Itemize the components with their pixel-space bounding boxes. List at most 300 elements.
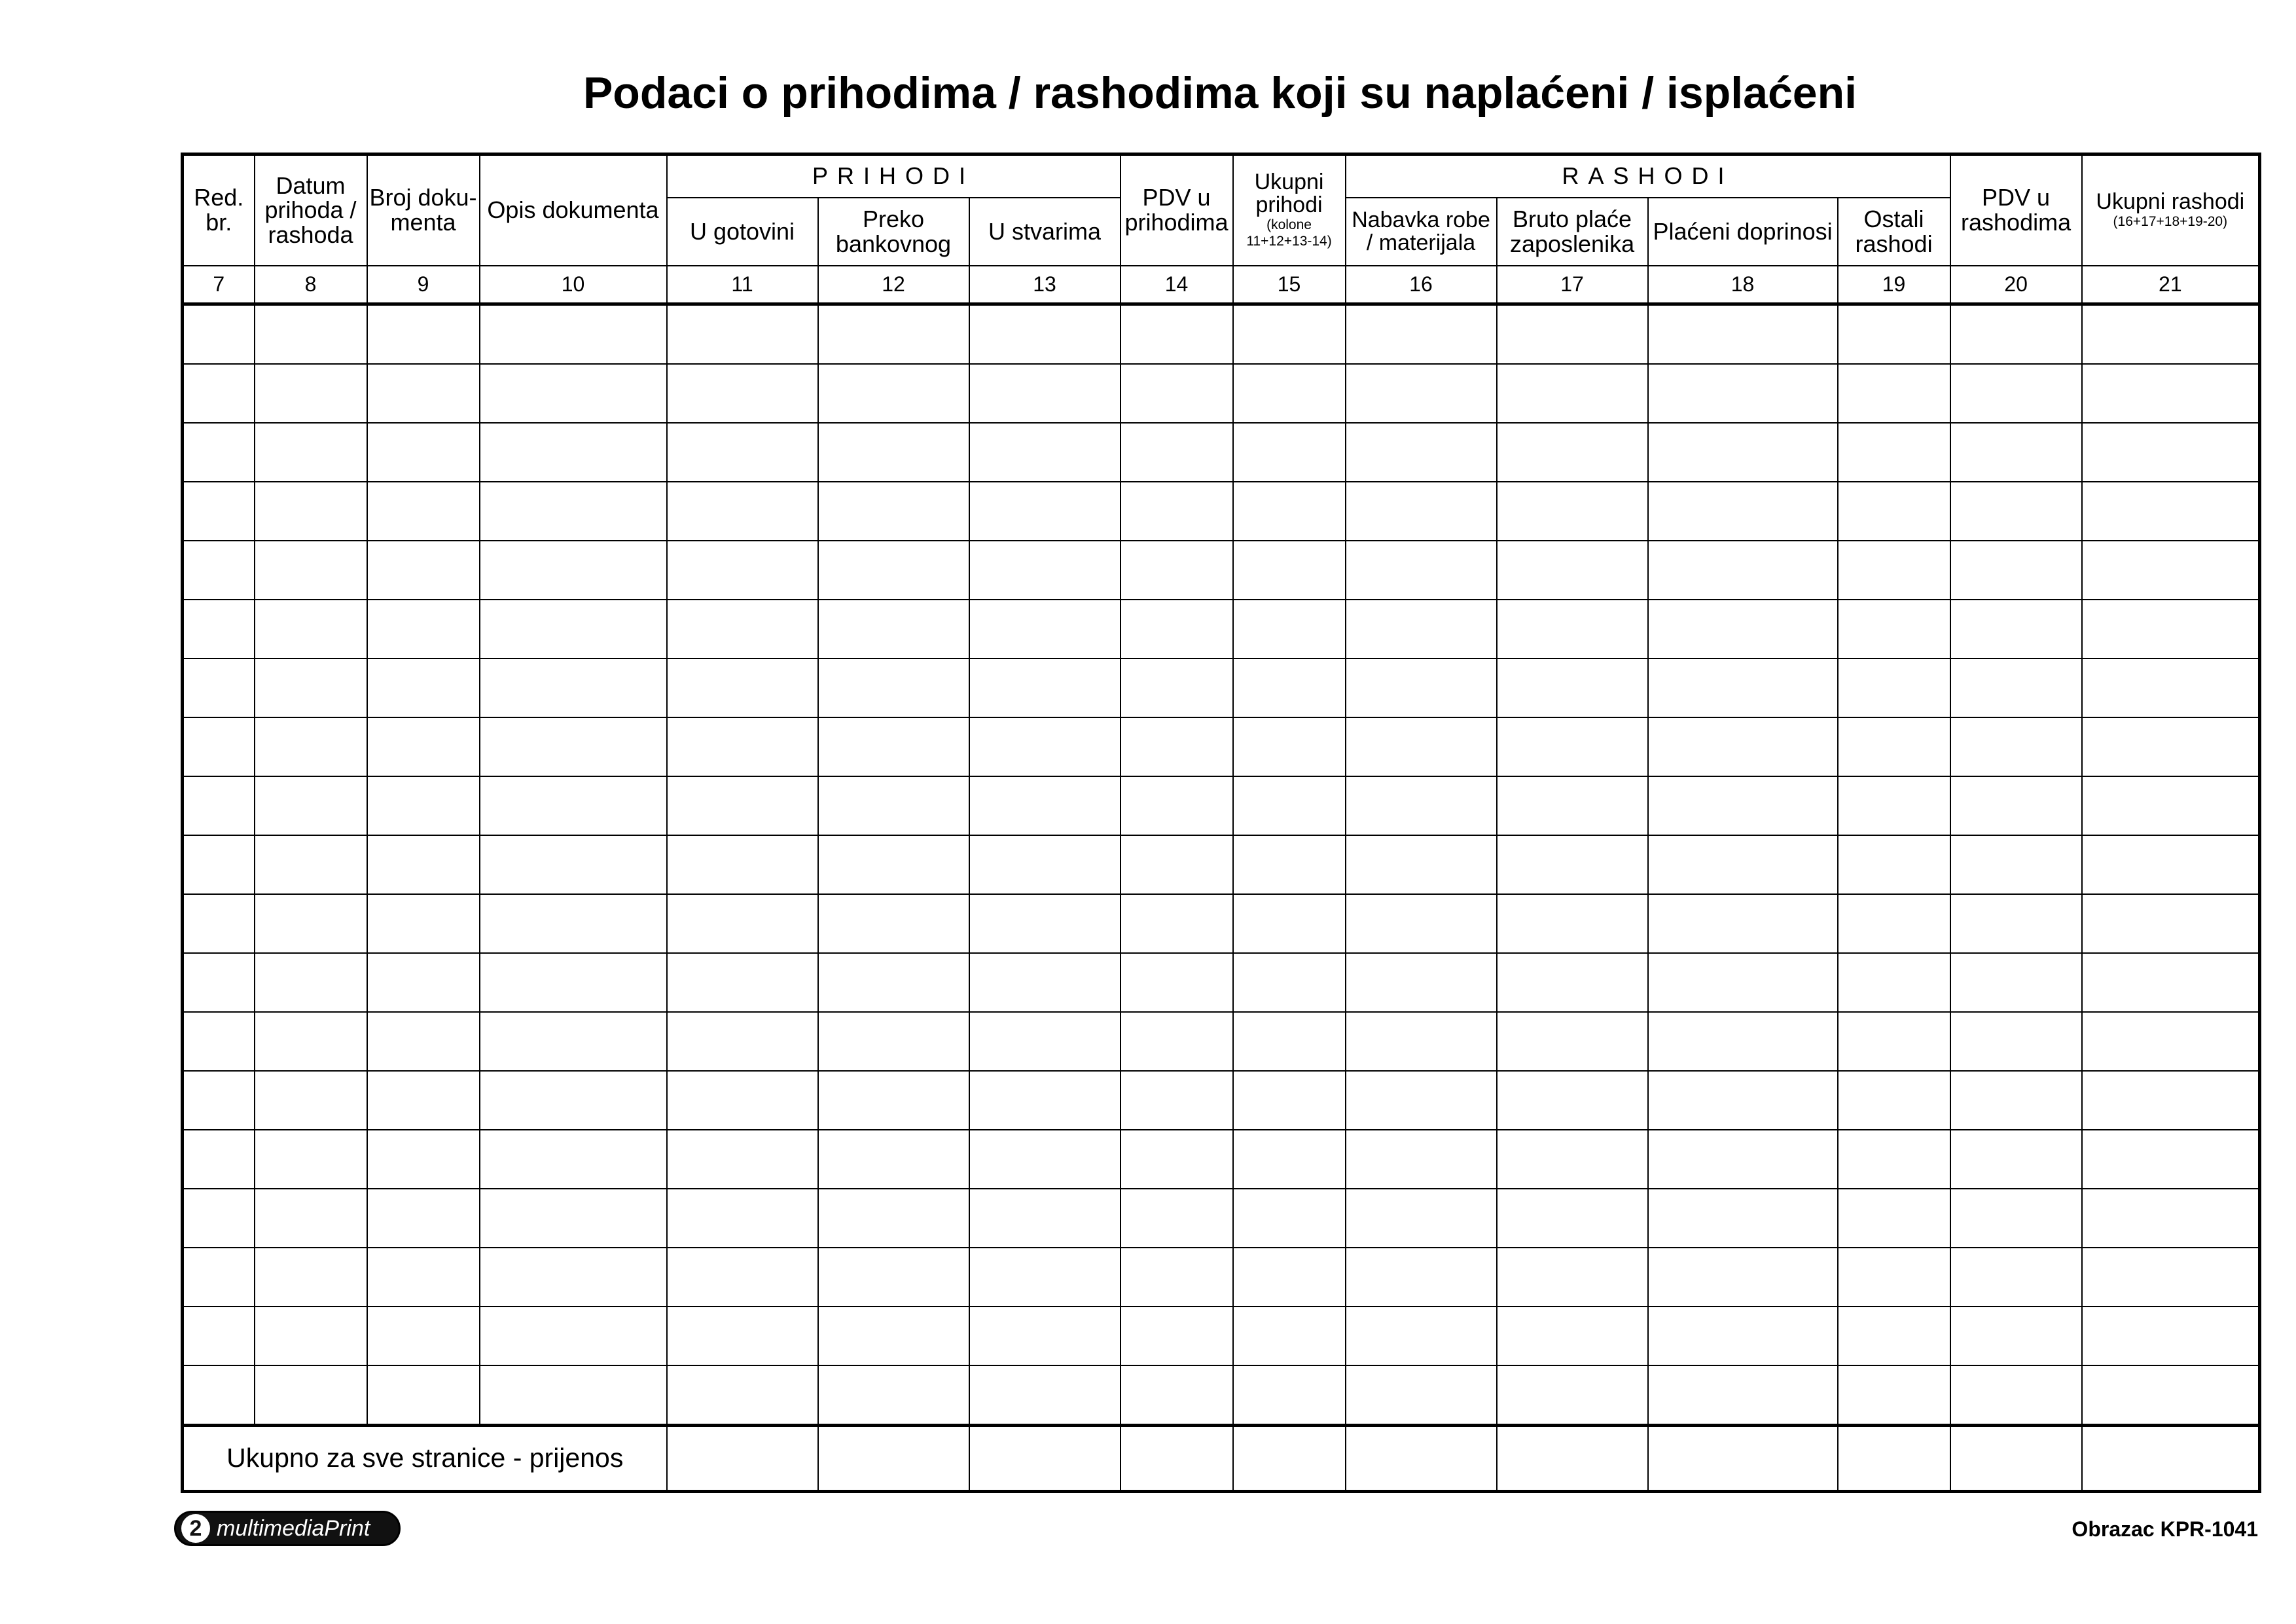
table-cell[interactable] <box>480 541 667 600</box>
table-cell[interactable] <box>1346 1071 1497 1130</box>
table-cell[interactable] <box>255 304 367 364</box>
total-cell[interactable] <box>1950 1425 2082 1491</box>
table-cell[interactable] <box>969 1365 1121 1426</box>
table-cell[interactable] <box>1497 1365 1648 1426</box>
table-cell[interactable] <box>1648 364 1838 423</box>
table-cell[interactable] <box>1346 776 1497 835</box>
table-cell[interactable] <box>367 1248 480 1307</box>
table-cell[interactable] <box>480 1189 667 1248</box>
table-cell[interactable] <box>1497 1189 1648 1248</box>
table-cell[interactable] <box>1346 717 1497 776</box>
table-cell[interactable] <box>1950 894 2082 953</box>
table-cell[interactable] <box>2082 304 2260 364</box>
column-number: 17 <box>1497 266 1648 304</box>
total-cell[interactable] <box>1346 1425 1497 1491</box>
table-cell[interactable] <box>667 776 818 835</box>
table-cell[interactable] <box>1950 953 2082 1012</box>
table-cell[interactable] <box>1346 953 1497 1012</box>
total-cell[interactable] <box>1838 1425 1950 1491</box>
table-cell[interactable] <box>818 717 969 776</box>
table-cell[interactable] <box>1233 1130 1346 1189</box>
table-cell[interactable] <box>1648 1012 1838 1071</box>
table-cell[interactable] <box>667 1365 818 1426</box>
table-cell[interactable] <box>1838 894 1950 953</box>
table-cell[interactable] <box>367 953 480 1012</box>
table-cell[interactable] <box>1950 1248 2082 1307</box>
table-cell[interactable] <box>1838 600 1950 659</box>
table-cell[interactable] <box>969 482 1121 541</box>
table-cell[interactable] <box>818 541 969 600</box>
table-cell[interactable] <box>480 1012 667 1071</box>
table-cell[interactable] <box>969 1012 1121 1071</box>
table-cell[interactable] <box>1497 364 1648 423</box>
table-cell[interactable] <box>1648 659 1838 717</box>
table-cell[interactable] <box>1497 776 1648 835</box>
table-cell[interactable] <box>1121 953 1233 1012</box>
table-cell[interactable] <box>255 894 367 953</box>
table-cell[interactable] <box>1950 482 2082 541</box>
table-cell[interactable] <box>480 1248 667 1307</box>
table-cell[interactable] <box>1233 776 1346 835</box>
table-cell[interactable] <box>183 717 255 776</box>
table-cell[interactable] <box>1838 482 1950 541</box>
table-cell[interactable] <box>969 541 1121 600</box>
table-cell[interactable] <box>1233 304 1346 364</box>
table-cell[interactable] <box>255 717 367 776</box>
table-cell[interactable] <box>1838 1365 1950 1426</box>
table-cell[interactable] <box>818 423 969 482</box>
table-cell[interactable] <box>1648 717 1838 776</box>
table-cell[interactable] <box>2082 1365 2260 1426</box>
table-cell[interactable] <box>255 776 367 835</box>
table-cell[interactable] <box>1950 659 2082 717</box>
table-cell[interactable] <box>367 894 480 953</box>
table-cell[interactable] <box>1121 364 1233 423</box>
table-cell[interactable] <box>255 1365 367 1426</box>
table-cell[interactable] <box>1497 835 1648 894</box>
table-cell[interactable] <box>2082 1189 2260 1248</box>
table-cell[interactable] <box>1648 1189 1838 1248</box>
table-cell[interactable] <box>1121 482 1233 541</box>
table-cell[interactable] <box>667 304 818 364</box>
table-cell[interactable] <box>1950 364 2082 423</box>
table-cell[interactable] <box>1346 364 1497 423</box>
table-cell[interactable] <box>1121 659 1233 717</box>
table-cell[interactable] <box>367 717 480 776</box>
table-cell[interactable] <box>1950 423 2082 482</box>
table-cell[interactable] <box>1950 1130 2082 1189</box>
table-cell[interactable] <box>480 1365 667 1426</box>
table-cell[interactable] <box>1121 717 1233 776</box>
table-cell[interactable] <box>667 1189 818 1248</box>
table-cell[interactable] <box>1233 1365 1346 1426</box>
table-cell[interactable] <box>818 1248 969 1307</box>
table-cell[interactable] <box>818 600 969 659</box>
table-cell[interactable] <box>367 364 480 423</box>
table-cell[interactable] <box>1233 600 1346 659</box>
table-cell[interactable] <box>255 1307 367 1365</box>
table-cell[interactable] <box>1838 1189 1950 1248</box>
table-cell[interactable] <box>255 1012 367 1071</box>
table-cell[interactable] <box>667 1130 818 1189</box>
table-cell[interactable] <box>1121 600 1233 659</box>
table-cell[interactable] <box>1121 776 1233 835</box>
table-cell[interactable] <box>1838 1012 1950 1071</box>
table-cell[interactable] <box>2082 1248 2260 1307</box>
table-cell[interactable] <box>255 600 367 659</box>
table-cell[interactable] <box>183 364 255 423</box>
table-cell[interactable] <box>367 659 480 717</box>
table-cell[interactable] <box>183 304 255 364</box>
total-cell[interactable] <box>1648 1425 1838 1491</box>
table-cell[interactable] <box>818 953 969 1012</box>
table-cell[interactable] <box>2082 541 2260 600</box>
table-cell[interactable] <box>1233 1012 1346 1071</box>
table-cell[interactable] <box>1346 835 1497 894</box>
table-cell[interactable] <box>818 304 969 364</box>
table-cell[interactable] <box>1838 1307 1950 1365</box>
table-cell[interactable] <box>367 835 480 894</box>
table-cell[interactable] <box>480 1130 667 1189</box>
table-cell[interactable] <box>183 1307 255 1365</box>
table-cell[interactable] <box>667 953 818 1012</box>
table-cell[interactable] <box>1346 1012 1497 1071</box>
table-cell[interactable] <box>1838 659 1950 717</box>
table-cell[interactable] <box>1346 541 1497 600</box>
table-cell[interactable] <box>480 364 667 423</box>
table-cell[interactable] <box>367 1307 480 1365</box>
table-cell[interactable] <box>2082 776 2260 835</box>
table-cell[interactable] <box>969 1071 1121 1130</box>
table-cell[interactable] <box>255 659 367 717</box>
table-cell[interactable] <box>1648 541 1838 600</box>
table-cell[interactable] <box>1648 776 1838 835</box>
table-cell[interactable] <box>667 1307 818 1365</box>
table-cell[interactable] <box>1950 1365 2082 1426</box>
table-cell[interactable] <box>480 600 667 659</box>
table-cell[interactable] <box>1838 541 1950 600</box>
table-cell[interactable] <box>480 423 667 482</box>
table-cell[interactable] <box>667 717 818 776</box>
table-cell[interactable] <box>1838 1248 1950 1307</box>
table-cell[interactable] <box>1648 600 1838 659</box>
table-cell[interactable] <box>1346 1307 1497 1365</box>
table-cell[interactable] <box>1346 894 1497 953</box>
table-cell[interactable] <box>1233 1248 1346 1307</box>
table-cell[interactable] <box>1121 1071 1233 1130</box>
table-cell[interactable] <box>367 1012 480 1071</box>
table-cell[interactable] <box>367 541 480 600</box>
table-cell[interactable] <box>183 953 255 1012</box>
table-cell[interactable] <box>969 1307 1121 1365</box>
table-cell[interactable] <box>1648 894 1838 953</box>
table-cell[interactable] <box>1121 1365 1233 1426</box>
table-cell[interactable] <box>2082 659 2260 717</box>
kpr-table <box>181 153 2261 1493</box>
table-cell[interactable] <box>667 894 818 953</box>
table-cell[interactable] <box>1838 1071 1950 1130</box>
table-cell[interactable] <box>667 482 818 541</box>
table-cell[interactable] <box>183 1189 255 1248</box>
table-cell[interactable] <box>183 894 255 953</box>
table-cell[interactable] <box>1497 1071 1648 1130</box>
table-cell[interactable] <box>1950 304 2082 364</box>
table-cell[interactable] <box>1346 1189 1497 1248</box>
table-cell[interactable] <box>1346 304 1497 364</box>
table-cell[interactable] <box>183 1012 255 1071</box>
table-cell[interactable] <box>1346 482 1497 541</box>
table-cell[interactable] <box>1838 835 1950 894</box>
table-cell[interactable] <box>480 776 667 835</box>
table-cell[interactable] <box>2082 364 2260 423</box>
table-cell[interactable] <box>818 364 969 423</box>
table-cell[interactable] <box>1121 304 1233 364</box>
table-cell[interactable] <box>1648 304 1838 364</box>
table-cell[interactable] <box>2082 482 2260 541</box>
total-cell[interactable] <box>1121 1425 1233 1491</box>
table-cell[interactable] <box>969 364 1121 423</box>
table-cell[interactable] <box>183 1071 255 1130</box>
column-number: 10 <box>480 266 667 304</box>
total-cell[interactable] <box>1497 1425 1648 1491</box>
table-cell[interactable] <box>183 835 255 894</box>
table-cell[interactable] <box>1497 1248 1648 1307</box>
table-cell[interactable] <box>183 659 255 717</box>
table-cell[interactable] <box>255 1130 367 1189</box>
table-cell[interactable] <box>2082 1130 2260 1189</box>
table-cell[interactable] <box>1950 600 2082 659</box>
table-cell[interactable] <box>1233 541 1346 600</box>
table-cell[interactable] <box>969 1130 1121 1189</box>
table-cell[interactable] <box>969 304 1121 364</box>
table-cell[interactable] <box>1121 1012 1233 1071</box>
table-cell[interactable] <box>1233 364 1346 423</box>
table-cell[interactable] <box>1233 1071 1346 1130</box>
total-cell[interactable] <box>667 1425 818 1491</box>
table-cell[interactable] <box>1950 1189 2082 1248</box>
table-cell[interactable] <box>1233 835 1346 894</box>
table-cell[interactable] <box>367 482 480 541</box>
table-cell[interactable] <box>1233 894 1346 953</box>
table-cell[interactable] <box>367 600 480 659</box>
table-cell[interactable] <box>480 659 667 717</box>
table-cell[interactable] <box>969 1189 1121 1248</box>
table-cell[interactable] <box>480 835 667 894</box>
table-cell[interactable] <box>818 659 969 717</box>
table-cell[interactable] <box>2082 894 2260 953</box>
table-cell[interactable] <box>1838 953 1950 1012</box>
table-cell[interactable] <box>183 1248 255 1307</box>
table-cell[interactable] <box>367 1365 480 1426</box>
table-cell[interactable] <box>1233 1307 1346 1365</box>
table-cell[interactable] <box>367 776 480 835</box>
table-cell[interactable] <box>1950 717 2082 776</box>
table-cell[interactable] <box>818 1365 969 1426</box>
table-cell[interactable] <box>2082 1071 2260 1130</box>
table-cell[interactable] <box>1121 835 1233 894</box>
table-cell[interactable] <box>255 1189 367 1248</box>
table-cell[interactable] <box>1838 776 1950 835</box>
table-cell[interactable] <box>1648 1248 1838 1307</box>
table-cell[interactable] <box>818 894 969 953</box>
table-cell[interactable] <box>667 364 818 423</box>
table-cell[interactable] <box>818 835 969 894</box>
table-cell[interactable] <box>183 600 255 659</box>
table-cell[interactable] <box>2082 423 2260 482</box>
table-cell[interactable] <box>367 1189 480 1248</box>
table-cell[interactable] <box>1838 364 1950 423</box>
table-cell[interactable] <box>1121 894 1233 953</box>
table-cell[interactable] <box>1121 1307 1233 1365</box>
table-cell[interactable] <box>1233 717 1346 776</box>
table-cell[interactable] <box>367 1071 480 1130</box>
table-cell[interactable] <box>480 1307 667 1365</box>
table-cell[interactable] <box>1346 1365 1497 1426</box>
table-cell[interactable] <box>183 482 255 541</box>
table-cell[interactable] <box>969 776 1121 835</box>
table-cell[interactable] <box>1121 541 1233 600</box>
table-cell[interactable] <box>367 304 480 364</box>
table-cell[interactable] <box>818 1012 969 1071</box>
table-cell[interactable] <box>1950 541 2082 600</box>
table-cell[interactable] <box>667 1012 818 1071</box>
table-cell[interactable] <box>818 1071 969 1130</box>
table-cell[interactable] <box>969 835 1121 894</box>
table-cell[interactable] <box>1497 659 1648 717</box>
table-cell[interactable] <box>1233 659 1346 717</box>
table-cell[interactable] <box>969 1248 1121 1307</box>
table-cell[interactable] <box>667 1248 818 1307</box>
table-cell[interactable] <box>969 717 1121 776</box>
table-cell[interactable] <box>367 1130 480 1189</box>
table-cell[interactable] <box>255 1248 367 1307</box>
table-cell[interactable] <box>1648 1307 1838 1365</box>
table-cell[interactable] <box>667 835 818 894</box>
table-cell[interactable] <box>1950 776 2082 835</box>
table-cell[interactable] <box>1497 541 1648 600</box>
table-cell[interactable] <box>1648 1365 1838 1426</box>
table-cell[interactable] <box>1497 423 1648 482</box>
table-cell[interactable] <box>1233 482 1346 541</box>
table-cell[interactable] <box>1121 1248 1233 1307</box>
table-cell[interactable] <box>1497 953 1648 1012</box>
table-cell[interactable] <box>1497 717 1648 776</box>
table-cell[interactable] <box>969 894 1121 953</box>
table-cell[interactable] <box>1648 1130 1838 1189</box>
table-cell[interactable] <box>667 1071 818 1130</box>
table-cell[interactable] <box>2082 953 2260 1012</box>
table-cell[interactable] <box>1233 1189 1346 1248</box>
table-cell[interactable] <box>818 482 969 541</box>
table-cell[interactable] <box>367 423 480 482</box>
table-cell[interactable] <box>1497 1307 1648 1365</box>
table-cell[interactable] <box>667 600 818 659</box>
table-cell[interactable] <box>818 1307 969 1365</box>
total-cell[interactable] <box>818 1425 969 1491</box>
table-cell[interactable] <box>1346 423 1497 482</box>
table-cell[interactable] <box>1838 1130 1950 1189</box>
table-cell[interactable] <box>1648 835 1838 894</box>
table-cell[interactable] <box>480 304 667 364</box>
table-cell[interactable] <box>1497 1012 1648 1071</box>
table-cell[interactable] <box>969 659 1121 717</box>
table-cell[interactable] <box>1838 304 1950 364</box>
table-cell[interactable] <box>1233 953 1346 1012</box>
table-cell[interactable] <box>1648 423 1838 482</box>
table-cell[interactable] <box>1648 482 1838 541</box>
table-cell[interactable] <box>480 482 667 541</box>
table-cell[interactable] <box>1950 1012 2082 1071</box>
column-number: 8 <box>255 266 367 304</box>
table-cell[interactable] <box>255 364 367 423</box>
table-cell[interactable] <box>1838 423 1950 482</box>
table-cell[interactable] <box>2082 1307 2260 1365</box>
table-cell[interactable] <box>1838 717 1950 776</box>
table-cell[interactable] <box>255 423 367 482</box>
table-cell[interactable] <box>480 894 667 953</box>
table-cell[interactable] <box>1121 423 1233 482</box>
table-cell[interactable] <box>1497 482 1648 541</box>
table-cell[interactable] <box>255 953 367 1012</box>
table-cell[interactable] <box>969 600 1121 659</box>
table-cell[interactable] <box>1497 600 1648 659</box>
table-cell[interactable] <box>183 541 255 600</box>
table-cell[interactable] <box>667 423 818 482</box>
table-cell[interactable] <box>1497 304 1648 364</box>
table-cell[interactable] <box>1346 600 1497 659</box>
table-cell[interactable] <box>183 423 255 482</box>
table-cell[interactable] <box>183 1365 255 1426</box>
table-cell[interactable] <box>255 541 367 600</box>
table-cell[interactable] <box>1121 1189 1233 1248</box>
table-cell[interactable] <box>2082 835 2260 894</box>
table-cell[interactable] <box>1648 953 1838 1012</box>
table-cell[interactable] <box>1346 1248 1497 1307</box>
table-cell[interactable] <box>818 1189 969 1248</box>
table-cell[interactable] <box>183 1130 255 1189</box>
table-cell[interactable] <box>818 1130 969 1189</box>
table-cell[interactable] <box>2082 600 2260 659</box>
table-cell[interactable] <box>255 1071 367 1130</box>
table-cell[interactable] <box>1950 1071 2082 1130</box>
table-cell[interactable] <box>255 482 367 541</box>
table-cell[interactable] <box>969 423 1121 482</box>
table-cell[interactable] <box>1497 894 1648 953</box>
table-cell[interactable] <box>818 776 969 835</box>
table-cell[interactable] <box>2082 717 2260 776</box>
table-cell[interactable] <box>969 953 1121 1012</box>
table-cell[interactable] <box>1346 1130 1497 1189</box>
table-cell[interactable] <box>1950 1307 2082 1365</box>
total-cell[interactable] <box>1233 1425 1346 1491</box>
total-cell[interactable] <box>969 1425 1121 1491</box>
table-cell[interactable] <box>667 541 818 600</box>
table-cell[interactable] <box>480 717 667 776</box>
table-cell[interactable] <box>667 659 818 717</box>
table-cell[interactable] <box>1648 1071 1838 1130</box>
table-cell[interactable] <box>255 835 367 894</box>
total-cell[interactable] <box>2082 1425 2260 1491</box>
table-cell[interactable] <box>1950 835 2082 894</box>
table-cell[interactable] <box>480 1071 667 1130</box>
table-cell[interactable] <box>183 776 255 835</box>
table-cell[interactable] <box>1121 1130 1233 1189</box>
table-cell[interactable] <box>1233 423 1346 482</box>
table-cell[interactable] <box>2082 1012 2260 1071</box>
table-cell[interactable] <box>480 953 667 1012</box>
table-cell[interactable] <box>1497 1130 1648 1189</box>
table-cell[interactable] <box>1346 659 1497 717</box>
